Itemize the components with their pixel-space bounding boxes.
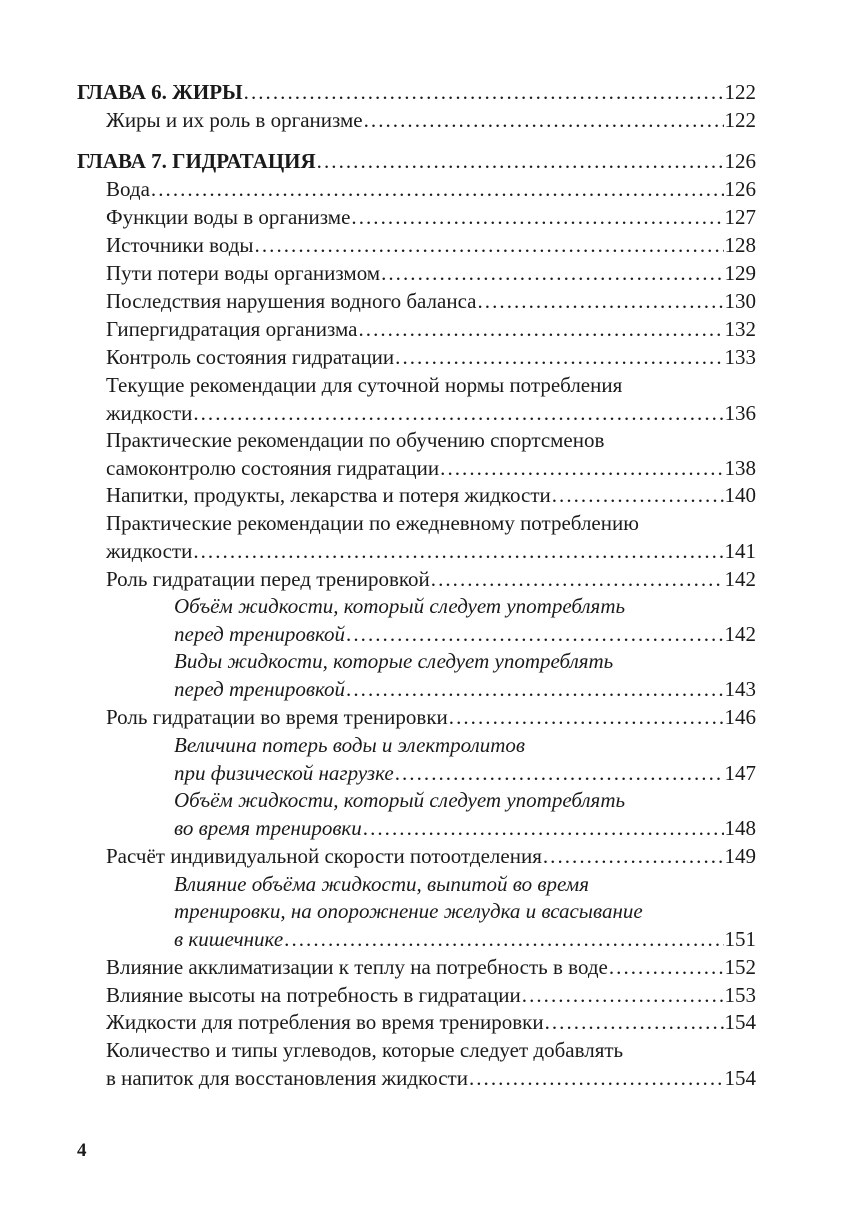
toc-subentry (174, 925, 756, 953)
toc-title: Практические рекомендации по обучению спортсменов (106, 428, 605, 452)
toc-subentry-line1 (174, 786, 756, 814)
dot-leader (522, 981, 724, 1009)
toc-subentry-line1 (174, 647, 756, 675)
toc-title: Роль гидратации во время тренировки (106, 705, 448, 729)
toc-page: 148 (724, 816, 756, 840)
dot-leader (395, 759, 724, 787)
toc-subentry (174, 814, 756, 842)
dot-leader (552, 481, 724, 509)
toc-page: 140 (724, 483, 756, 507)
toc-title: перед тренировкой (174, 677, 346, 701)
toc-entry (106, 1008, 756, 1036)
toc-title: жидкости (106, 539, 193, 563)
toc-title: Практические рекомендации по ежедневному потреблению (106, 511, 639, 535)
toc-page: 138 (724, 456, 756, 480)
toc-title: Влияние объёма жидкости, выпитой во время (174, 872, 589, 896)
toc-entry (106, 703, 756, 731)
toc-entry (106, 953, 756, 981)
toc-entry (106, 1064, 756, 1092)
dot-leader (440, 454, 723, 482)
toc-title: Влияние высоты на потребность в гидратации (106, 983, 521, 1007)
toc-page: 132 (724, 317, 756, 341)
toc-entry (106, 287, 756, 315)
toc-title: во время тренировки (174, 816, 362, 840)
toc-entry (106, 175, 756, 203)
dot-leader (346, 675, 723, 703)
dot-leader (346, 620, 723, 648)
toc-title: Влияние акклиматизации к теплу на потребность в воде (106, 955, 608, 979)
dot-leader (543, 842, 724, 870)
toc-entry (106, 537, 756, 565)
toc-entry (106, 259, 756, 287)
dot-leader (193, 399, 723, 427)
toc-entry (106, 481, 756, 509)
dot-leader (395, 343, 723, 371)
toc-page: 127 (724, 205, 756, 229)
toc-page: 126 (724, 149, 756, 173)
toc-page: 142 (724, 567, 756, 591)
dot-leader (317, 147, 724, 175)
toc-title: Контроль состояния гидратации (106, 345, 395, 369)
toc-title: Жидкости для потребления во время тренировки (106, 1010, 544, 1034)
toc-title: Роль гидратации перед тренировкой (106, 567, 430, 591)
page-number: 4 (77, 1140, 87, 1161)
toc-page: 133 (724, 345, 756, 369)
dot-leader (351, 203, 723, 231)
toc-title: Пути потери воды организмом (106, 261, 381, 285)
toc-title: в кишечнике (174, 927, 284, 951)
dot-leader (469, 1064, 724, 1092)
toc-title: Гипергидратация организма (106, 317, 358, 341)
toc-title: ГЛАВА 7. ГИДРАТАЦИЯ (77, 149, 316, 173)
toc-page: 126 (724, 177, 756, 201)
toc-title: жидкости (106, 401, 193, 425)
toc-entry (106, 842, 756, 870)
toc-subentry (174, 759, 756, 787)
toc-page: 143 (724, 677, 756, 701)
toc-page: 154 (724, 1010, 756, 1034)
toc-subentry-line1 (174, 870, 756, 898)
dot-leader (431, 565, 724, 593)
toc-entry (106, 231, 756, 259)
toc-title: ГЛАВА 6. ЖИРЫ (77, 80, 243, 104)
dot-leader (609, 953, 724, 981)
toc-chapter-6 (77, 78, 756, 106)
dot-leader (284, 925, 723, 953)
toc-entry (106, 454, 756, 482)
toc-entry (106, 565, 756, 593)
toc-entry (106, 981, 756, 1009)
toc-title: Виды жидкости, которые следует употреблять (174, 649, 614, 673)
toc-page: 154 (724, 1066, 756, 1090)
toc-entry-line1 (106, 509, 756, 537)
toc-subentry-line1 (174, 731, 756, 759)
dot-leader (358, 315, 723, 343)
dot-leader (381, 259, 723, 287)
toc-entry (106, 399, 756, 427)
toc-title: Вода (106, 177, 150, 201)
dot-leader (449, 703, 724, 731)
toc-page: 152 (724, 955, 756, 979)
toc-title: при физической нагрузке (174, 761, 394, 785)
toc-title: Величина потерь воды и электролитов (174, 733, 526, 757)
toc-title: Расчёт индивидуальной скорости потоотделения (106, 844, 542, 868)
toc-page: 153 (724, 983, 756, 1007)
toc-entry (106, 106, 756, 134)
toc-page: 149 (724, 844, 756, 868)
toc-title: в напиток для восстановления жидкости (106, 1066, 468, 1090)
dot-leader (478, 287, 724, 315)
toc-title: Текущие рекомендации для суточной нормы потребления (106, 373, 623, 397)
toc-page: 129 (724, 261, 756, 285)
toc-subentry-line2 (174, 897, 756, 925)
toc-title: Функции воды в организме (106, 205, 351, 229)
toc-entry-line1 (106, 371, 756, 399)
toc-page: 142 (724, 622, 756, 646)
dot-leader (244, 78, 724, 106)
toc-title: тренировки, на опорожнение желудка и всасывание (174, 899, 643, 923)
toc-page: 141 (724, 539, 756, 563)
toc-title: Последствия нарушения водного баланса (106, 289, 477, 313)
toc-title: Объём жидкости, который следует употреблять (174, 594, 626, 618)
toc-entry (106, 203, 756, 231)
toc-page: 147 (724, 761, 756, 785)
toc-title: Количество и типы углеводов, которые следует добавлять (106, 1038, 624, 1062)
toc-page: 136 (724, 401, 756, 425)
toc-page: 122 (724, 108, 756, 132)
toc-chapter-7 (77, 147, 756, 175)
toc-page: 146 (724, 705, 756, 729)
dot-leader (364, 106, 724, 134)
toc-entry (106, 315, 756, 343)
dot-leader (363, 814, 724, 842)
dot-leader (151, 175, 724, 203)
toc-title: перед тренировкой (174, 622, 346, 646)
toc-title: Напитки, продукты, лекарства и потеря жидкости (106, 483, 551, 507)
toc-subentry (174, 675, 756, 703)
toc-title: Жиры и их роль в организме (106, 108, 363, 132)
toc-subentry (174, 620, 756, 648)
dot-leader (193, 537, 723, 565)
toc-subentry-line1 (174, 592, 756, 620)
dot-leader (255, 231, 724, 259)
toc-page: 151 (724, 927, 756, 951)
toc-page: 122 (724, 80, 756, 104)
toc-page: 128 (724, 233, 756, 257)
toc-title: Источники воды (106, 233, 254, 257)
toc-title: Объём жидкости, который следует употреблять (174, 788, 626, 812)
toc-entry-line1 (106, 1036, 756, 1064)
toc-title: самоконтролю состояния гидратации (106, 456, 440, 480)
toc-entry-line1 (106, 426, 756, 454)
dot-leader (545, 1008, 724, 1036)
toc-entry (106, 343, 756, 371)
toc-page: 130 (724, 289, 756, 313)
